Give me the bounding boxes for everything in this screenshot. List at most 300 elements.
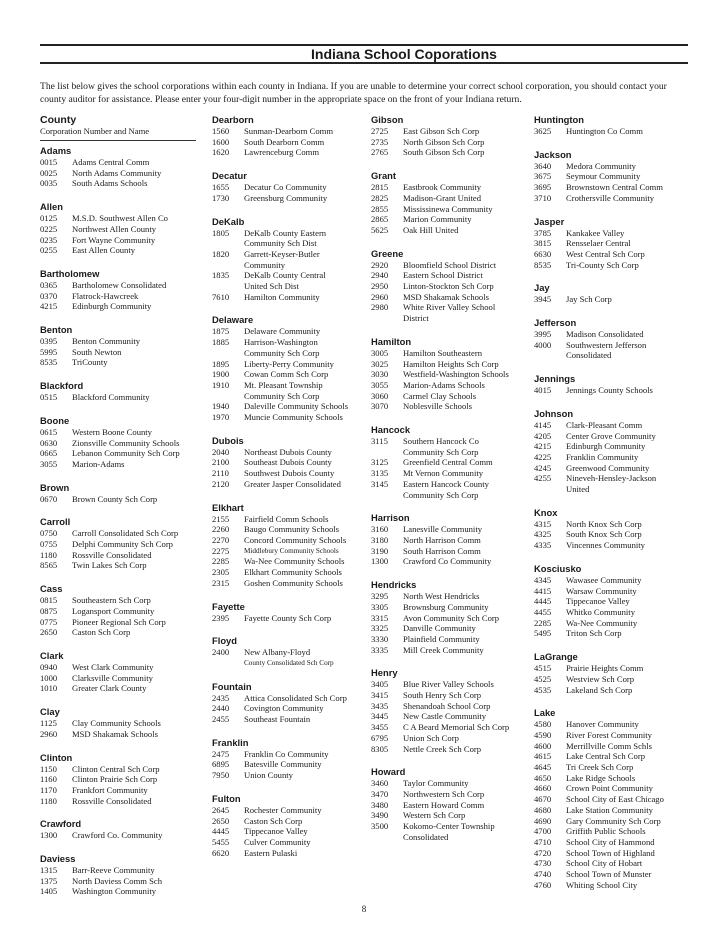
corporation-name: Pioneer Regional Sch Corp <box>72 616 166 627</box>
corporation-row <box>212 514 364 525</box>
corporation-number <box>212 281 244 292</box>
corporation-name: River Forest Community <box>566 729 652 740</box>
corporation-name: Batesville Community <box>244 759 322 770</box>
corporation-row <box>40 224 196 235</box>
corporation-number: 4615 <box>534 751 552 762</box>
corporation-name: Consolidated <box>403 831 449 842</box>
county-name: Fulton <box>212 792 241 804</box>
county-block <box>371 512 523 567</box>
corporation-number: 3055 <box>40 458 58 469</box>
corporation-row <box>212 380 364 391</box>
county-name: Elkhart <box>212 501 244 513</box>
corporation-number: 2950 <box>371 281 389 292</box>
county-block <box>534 282 688 305</box>
county-name: Delaware <box>212 314 254 326</box>
corporation-row <box>40 347 196 358</box>
county-block <box>371 248 523 324</box>
county-name: Jefferson <box>534 317 577 329</box>
corporation-number: 2120 <box>212 478 230 489</box>
corporation-row <box>371 800 523 811</box>
county-name: Kosciusko <box>534 562 582 574</box>
county-block <box>534 317 688 361</box>
corporation-name: Lake Ridge Schools <box>566 772 636 783</box>
corporation-number: 1160 <box>40 774 57 785</box>
corporation-row <box>371 821 523 832</box>
county-name: Jackson <box>534 148 572 160</box>
corporation-row <box>212 326 364 337</box>
corporation-name: Union County <box>244 770 293 781</box>
corporation-row <box>534 484 688 495</box>
county-block <box>371 424 523 500</box>
corporation-name: Carroll Consolidated Sch Corp <box>72 528 179 539</box>
corporation-name: Kokomo-Center Township <box>403 821 495 832</box>
corporation-number <box>212 658 244 669</box>
corporation-number: 0670 <box>40 493 58 504</box>
corporation-row <box>371 711 523 722</box>
corporation-row <box>534 385 688 396</box>
corporation-name: C A Beard Memorial Sch Corp <box>403 722 510 733</box>
corporation-name: Southeast Dubois County <box>244 457 332 468</box>
corporation-name: Westfield-Washington Schools <box>403 369 509 380</box>
corporation-number: 3815 <box>534 238 552 249</box>
corporation-number: 2650 <box>212 815 230 826</box>
county-name: Boone <box>40 414 70 426</box>
county-name: Bartholomew <box>40 267 100 279</box>
corporation-name: Taylor Community <box>403 778 469 789</box>
corporation-name: District <box>403 313 429 324</box>
corporation-number: 1375 <box>40 875 58 886</box>
corporation-name: Warsaw Community <box>566 585 637 596</box>
corporation-name: Tri-County Sch Corp <box>566 259 639 270</box>
corporation-row <box>212 703 364 714</box>
corporation-number: 4590 <box>534 729 552 740</box>
corporation-number: 3785 <box>534 227 552 238</box>
corporation-row <box>371 634 523 645</box>
county-header: County <box>40 114 77 126</box>
corporation-number: 2645 <box>212 804 230 815</box>
corporation-name: School City of Hobart <box>566 858 643 869</box>
corporation-row <box>212 401 364 412</box>
corporation-number: 4670 <box>534 794 552 805</box>
corporation-row <box>212 182 364 193</box>
corporation-row <box>534 719 688 730</box>
corporation-name: Greater Clark County <box>72 683 147 694</box>
corporation-row <box>40 865 196 876</box>
corporation-name: Lake Station Community <box>566 804 653 815</box>
corporation-row <box>371 281 523 292</box>
county-block <box>40 268 196 312</box>
corporation-name: Brown County Sch Corp <box>72 493 158 504</box>
corporation-row <box>40 528 196 539</box>
corporation-name: Franklin Community <box>566 451 639 462</box>
corporation-name: Bloomfield School District <box>403 259 497 270</box>
corporation-name: Washington Community <box>72 886 157 897</box>
county-block <box>371 336 523 412</box>
corporation-name: Rossville Consolidated <box>72 795 152 806</box>
corporation-row <box>371 302 523 313</box>
corporation-name: Blackford Community <box>72 392 150 403</box>
corporation-row <box>40 683 196 694</box>
corporation-name: Wa-Nee Community <box>566 617 638 628</box>
corporation-name: Edinburgh Community <box>566 441 646 452</box>
corporation-row <box>40 662 196 673</box>
county-name: Crawford <box>40 818 82 830</box>
corporation-number: 8535 <box>534 259 552 270</box>
corporation-number: 0775 <box>40 616 58 627</box>
corporation-row <box>534 794 688 805</box>
corporation-row <box>534 575 688 586</box>
corporation-name: Marion-Adams <box>72 458 125 469</box>
corporation-name: Carmel Clay Schools <box>403 390 477 401</box>
corporation-row <box>534 741 688 752</box>
corporation-row <box>534 441 688 452</box>
corporation-number: 1315 <box>40 865 58 876</box>
corporation-name: Attica Consolidated Sch Corp <box>244 692 347 703</box>
corporation-number: 2725 <box>371 126 389 136</box>
corporation-name: Community Sch Dist <box>244 238 317 249</box>
corporation-number: 2650 <box>40 627 58 638</box>
corporation-name: Crothersville Community <box>566 192 655 203</box>
corporation-row <box>40 178 196 189</box>
page-number: 8 <box>361 904 367 914</box>
corporation-number: 6795 <box>371 732 389 743</box>
corporation-row <box>371 348 523 359</box>
county-block <box>534 563 688 639</box>
corporation-row <box>371 204 523 215</box>
county-block <box>534 149 688 204</box>
corporation-number: 4215 <box>534 441 552 452</box>
county-list <box>371 114 523 842</box>
corporation-row <box>534 751 688 762</box>
corporation-row <box>212 546 364 557</box>
corporation-name: Wawasee Community <box>566 574 642 585</box>
corporation-row <box>212 249 364 260</box>
county-block <box>371 579 523 655</box>
corporation-row <box>534 586 688 597</box>
county-block <box>534 651 688 695</box>
corporation-number: 4205 <box>534 430 552 441</box>
corporation-number: 2285 <box>534 617 552 628</box>
corporation-name: Daleville Community Schools <box>244 401 349 412</box>
county-block <box>212 114 364 158</box>
corporation-name: North Gibson Sch Corp <box>403 136 485 147</box>
corporation-number: 0755 <box>40 539 58 550</box>
corporation-name: Marion-Adams Schools <box>403 379 485 390</box>
corporation-name: Western Sch Corp <box>403 810 466 821</box>
corporation-name: Hanover Community <box>566 719 639 730</box>
county-name: Fountain <box>212 680 252 692</box>
corporation-number: 2455 <box>212 714 230 725</box>
county-name: Howard <box>371 766 406 778</box>
county-name: Johnson <box>534 407 574 419</box>
corporation-row <box>212 693 364 704</box>
corporation-number: 3640 <box>534 160 552 171</box>
county-name: Benton <box>40 324 73 336</box>
corporation-number: 3415 <box>371 690 389 701</box>
corporation-name: Marion Community <box>403 214 472 225</box>
corporation-row <box>534 228 688 239</box>
corporation-number: 3070 <box>371 401 389 412</box>
corporation-row <box>371 623 523 634</box>
corporation-row <box>371 556 523 567</box>
corporation-row <box>371 524 523 535</box>
corporation-name: Prairie Heights Comm <box>566 663 644 674</box>
corporation-number: 3055 <box>371 379 389 390</box>
county-block <box>212 681 364 725</box>
corporation-row <box>212 337 364 348</box>
county-name: Adams <box>40 145 72 156</box>
corporation-number: 1620 <box>212 147 230 158</box>
corporation-name: School City of East Chicago <box>566 794 664 805</box>
corporation-row <box>534 420 688 431</box>
corporation-number: 0750 <box>40 528 58 539</box>
corporation-row <box>371 313 523 324</box>
corporation-name: Lawrenceburg Comm <box>244 147 320 158</box>
corporation-row <box>534 340 688 351</box>
corporation-row <box>212 479 364 490</box>
corporation-number: 2275 <box>212 545 230 556</box>
corporation-name: Danville Community <box>403 623 476 634</box>
corporation-number: 3995 <box>534 329 552 340</box>
corporation-row <box>534 294 688 305</box>
corporation-row <box>40 168 196 179</box>
corporation-number: 6895 <box>212 759 230 770</box>
corporation-row <box>40 673 196 684</box>
corporation-number: 1885 <box>212 337 230 348</box>
corporation-row <box>212 137 364 148</box>
corporation-number: 3625 <box>534 126 552 136</box>
corporation-row <box>40 357 196 368</box>
corporation-number: 0615 <box>40 426 58 437</box>
corporation-name: Gary Community Sch Corp <box>566 815 661 826</box>
county-name: Clinton <box>40 751 73 763</box>
corporation-name: Tippecanoe Valley <box>244 826 308 837</box>
corporation-row <box>212 613 364 624</box>
corporation-number: 2825 <box>371 192 389 203</box>
corporation-row <box>212 238 364 249</box>
county-block <box>40 482 196 505</box>
corporation-row <box>371 701 523 712</box>
corporation-name: Community Sch Corp <box>244 347 320 358</box>
corporation-number: 5625 <box>371 224 389 235</box>
corporation-number: 4660 <box>534 783 552 794</box>
corporation-row <box>212 848 364 859</box>
corporation-number: 4710 <box>534 836 552 847</box>
county-name: Fayette <box>212 600 245 612</box>
corporation-row <box>534 238 688 249</box>
corporation-row <box>371 391 523 402</box>
corporation-number: 3330 <box>371 633 389 644</box>
corporation-row <box>212 281 364 292</box>
corporation-number: 2400 <box>212 647 230 658</box>
corporation-number: 2110 <box>212 468 229 479</box>
corporation-row <box>371 613 523 624</box>
county-block <box>212 635 364 668</box>
corporation-number: 1835 <box>212 270 230 281</box>
corporation-number: 4650 <box>534 772 552 783</box>
corporation-name: Culver Community <box>244 836 311 847</box>
corporation-row <box>40 729 196 740</box>
corporation-row <box>534 805 688 816</box>
corporation-row <box>40 595 196 606</box>
corporation-row <box>534 452 688 463</box>
corporation-name: Huntington Co Comm <box>566 126 643 136</box>
corporation-row <box>371 457 523 468</box>
corporation-row <box>534 848 688 859</box>
corporation-number: 2260 <box>212 524 230 535</box>
corporation-name: Whitko Community <box>566 606 635 617</box>
corporation-number: 3455 <box>371 722 389 733</box>
corporation-number: 8565 <box>40 560 58 571</box>
corporation-row <box>371 602 523 613</box>
corporation-row <box>534 182 688 193</box>
corporation-number: 4580 <box>534 719 552 730</box>
corporation-name: Cowan Comm Sch Corp <box>244 369 329 380</box>
corporation-row <box>371 546 523 557</box>
corporation-row <box>40 830 196 841</box>
corporation-name: Lanesville Community <box>403 524 483 535</box>
corporation-number: 5995 <box>40 346 58 357</box>
corporation-row <box>534 329 688 340</box>
corporation-row <box>534 260 688 271</box>
corporation-name: Benton Community <box>72 336 141 347</box>
corporation-row <box>212 770 364 781</box>
corporation-name: Western Boone County <box>72 426 152 437</box>
county-name: Grant <box>371 170 397 182</box>
county-name: Clay <box>40 706 60 718</box>
corporation-name: West Clark Community <box>72 661 154 672</box>
corporation-row <box>212 837 364 848</box>
corporation-row <box>371 369 523 380</box>
corporation-number: 2040 <box>212 446 230 457</box>
corporation-row <box>212 647 364 658</box>
corporation-row <box>212 447 364 458</box>
corporation-row <box>40 336 196 347</box>
corporation-row <box>212 457 364 468</box>
corporation-name: DeKalb County Eastern <box>244 227 327 238</box>
corporation-row <box>212 556 364 567</box>
county-name: Dearborn <box>212 114 254 125</box>
corporation-number: 3675 <box>534 171 552 182</box>
corporation-name: School Town of Munster <box>566 869 652 880</box>
corporation-row <box>371 778 523 789</box>
corporation-name: East Gibson Sch Corp <box>403 126 480 136</box>
corporation-name: United Sch Dist <box>244 281 299 292</box>
corporation-row <box>371 380 523 391</box>
county-block <box>212 793 364 859</box>
corporation-row <box>212 348 364 359</box>
county-name: Franklin <box>212 736 249 748</box>
corporation-name: Frankfort Community <box>72 784 148 795</box>
page-title: Indiana School Coporations <box>40 44 688 64</box>
corporation-row <box>534 473 688 484</box>
corporation-number: 3490 <box>371 810 389 821</box>
county-block <box>534 114 688 137</box>
corporation-name: Baugo Community Schools <box>244 524 340 535</box>
corporation-number: 3445 <box>371 711 389 722</box>
corporation-row <box>212 359 364 370</box>
corporation-name: Whiting School City <box>566 879 638 890</box>
county-list <box>212 114 364 858</box>
corporation-name: North Harrison Comm <box>403 534 481 545</box>
corporation-row <box>534 773 688 784</box>
corporation-name: East Allen County <box>72 245 136 256</box>
corporation-number: 2395 <box>212 612 230 623</box>
column-2 <box>212 114 364 870</box>
corporation-number: 1875 <box>212 326 230 337</box>
corporation-name: Linton-Stockton Sch Corp <box>403 281 494 292</box>
corporation-row <box>371 479 523 490</box>
corporation-name: Lakeland Sch Corp <box>566 684 633 695</box>
county-name: Cass <box>40 583 63 595</box>
corporation-name: MSD Shakamak Schools <box>72 728 158 739</box>
corporation-number: 2315 <box>212 577 230 588</box>
corporation-number: 4760 <box>534 879 552 890</box>
corporation-number: 0515 <box>40 392 58 403</box>
corporation-number: 0365 <box>40 279 58 290</box>
corporation-row <box>534 674 688 685</box>
corporation-row <box>212 826 364 837</box>
county-block <box>40 706 196 739</box>
corporation-name: United <box>566 484 590 495</box>
corporation-name: South Gibson Sch Corp <box>403 147 485 158</box>
corporation-name: School City of Hammond <box>566 836 655 847</box>
corporation-number: 4455 <box>534 606 552 617</box>
corporation-row <box>371 679 523 690</box>
corporation-name: Rossville Consolidated <box>72 549 152 560</box>
corporation-number <box>371 490 403 501</box>
corporation-row <box>40 606 196 617</box>
corporation-name: Middlebury Community Schools <box>244 546 339 555</box>
corporation-name: Northwest Allen County <box>72 223 157 234</box>
corporation-name: Concord Community Schools <box>244 534 347 545</box>
corporation-row <box>40 213 196 224</box>
county-list <box>534 114 688 890</box>
corporation-row <box>371 832 523 843</box>
county-block <box>212 737 364 781</box>
corporation-name: Fort Wayne Community <box>72 234 156 245</box>
corporation-name: South Dearborn Comm <box>244 136 325 147</box>
corporation-number: 0125 <box>40 213 58 224</box>
column-3 <box>371 114 523 854</box>
corporation-name: Griffith Public Schools <box>566 826 646 837</box>
county-name: Jay <box>534 282 550 294</box>
corporation-row <box>212 147 364 158</box>
corporation-name: Vincennes Community <box>566 540 645 551</box>
corporation-name: Tri Creek Sch Corp <box>566 762 634 773</box>
corporation-number: 1150 <box>40 763 57 774</box>
corporation-number: 6630 <box>534 248 552 259</box>
corporation-number: 4690 <box>534 815 552 826</box>
corporation-name: Greater Jasper Consolidated <box>244 478 341 489</box>
corporation-row <box>534 880 688 891</box>
corporation-number: 0225 <box>40 223 58 234</box>
corporation-row <box>40 539 196 550</box>
corporation-number: 3160 <box>371 524 389 535</box>
corporation-number: 4015 <box>534 385 552 396</box>
corporation-number: 3005 <box>371 347 389 358</box>
county-block <box>40 516 196 571</box>
corporation-number: 4525 <box>534 673 552 684</box>
corporation-name: White River Valley School <box>403 302 496 313</box>
corporation-row <box>212 749 364 760</box>
corporation-row <box>371 126 523 137</box>
corporation-name: Crown Point Community <box>566 783 653 794</box>
corporation-name: Noblesville Schools <box>403 401 472 412</box>
county-block <box>212 435 364 490</box>
corporation-row <box>40 427 196 438</box>
county-name: Lake <box>534 707 556 719</box>
